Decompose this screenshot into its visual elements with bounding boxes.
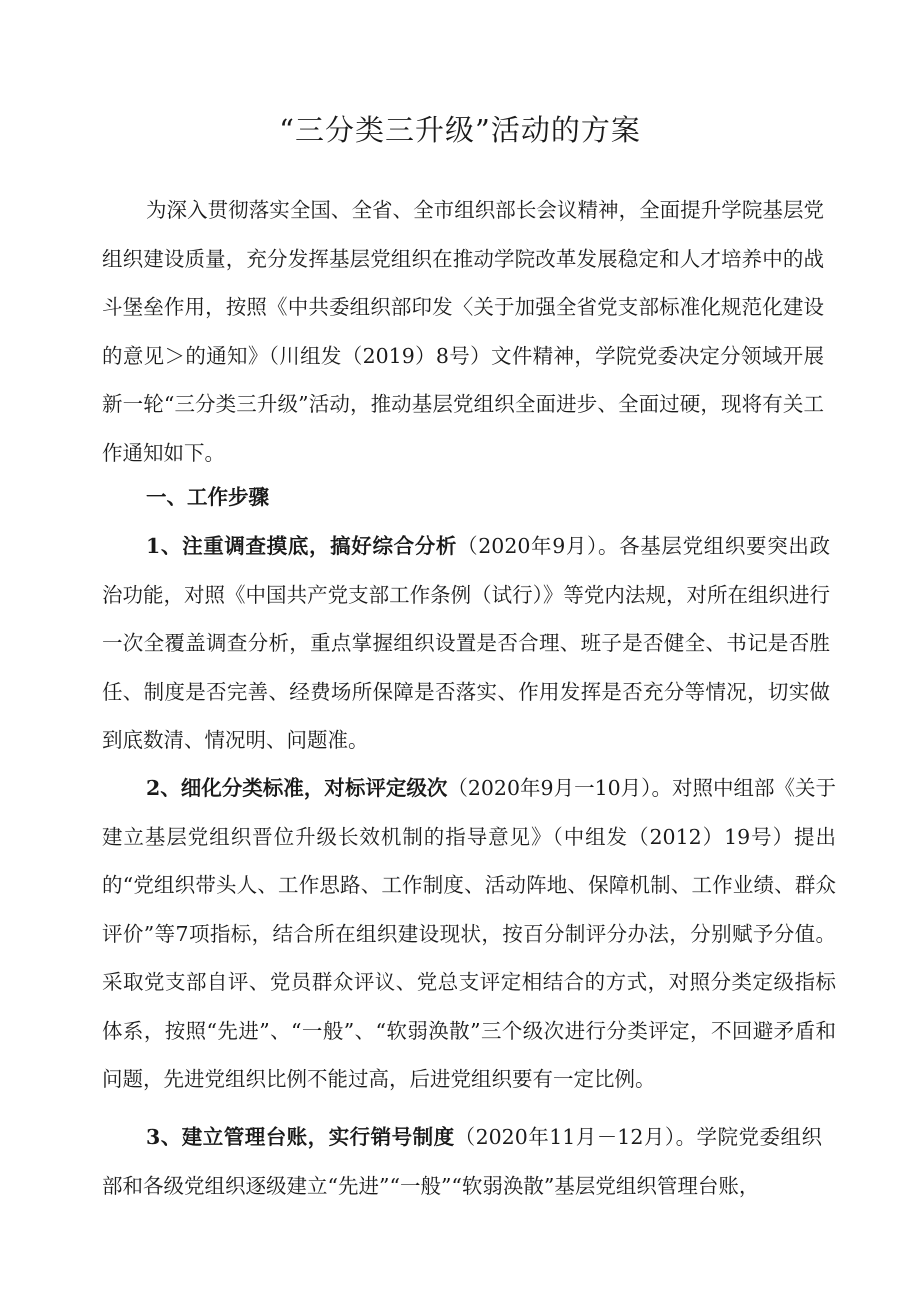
step-2-lead: 2、细化分类标准，对标评定级次	[146, 776, 448, 800]
document-title: “三分类三升级”活动的方案	[279, 113, 641, 147]
step-1-paragraph	[102, 522, 830, 765]
step-2-body: （2020年9月一10月）。对照中组部《关于建立基层党组织晋位升级长效机制的指导意见》（中组发（2012）19号）提出的“党组织带头人、工作思路、工作制度、活动阵地、保障机制、工作业绩、群众评价”等7项指标，结合所在组织建设现状，按百分制评分办法，分别赋予分值。采取党支部自评、党员群众评议、党总支评定相结合的方式，对照分类定级指标体系，按照“先进”、“一般”、“软弱涣散”三个级次进行分类评定，不回避矛盾和问题，先进党组织比例不能过高，后进党组织要有一定比例。	[102, 776, 836, 1091]
step-3-paragraph	[102, 1113, 822, 1210]
step-3-body: （2020年11月－12月）。学院党委组织部和各级党组织逐级建立“先进”“一般”“软弱涣散”基层党组织管理台账，	[102, 1125, 822, 1198]
step-1-body: （2020年9月）。各基层党组织要突出政治功能，对照《中国共产党支部工作条例（试行）》等党内法规，对所在组织进行一次全覆盖调查分析，重点掌握组织设置是否合理、班子是否健全、书记是否胜任、制度是否完善、经费场所保障是否落实、作用发挥是否充分等情况，切实做到底数清、情况明、问题准。	[102, 534, 831, 752]
step-3-lead: 3、建立管理台账，实行销号制度	[146, 1125, 455, 1149]
step-1-lead: 1、注重调查摸底，搞好综合分析	[146, 534, 458, 558]
intro-paragraph: 为深入贯彻落实全国、全省、全市组织部长会议精神，全面提升学院基层党组织建设质量，充分发挥基层党组织在推动学院改革发展稳定和人才培养中的战斗堡垒作用，按照《中共委组织部印发〈关于加强全省党支部标准化规范化建设的意见＞的通知》（川组发（2019）8号）文件精神，学院党委决定分领域开展新一轮“三分类三升级”活动，推动基层党组织全面进步、全面过硬，现将有关工作通知如下。	[102, 198, 824, 465]
step-2-paragraph	[102, 764, 836, 1104]
section-heading-work-steps: 一、工作步骤	[146, 485, 269, 509]
